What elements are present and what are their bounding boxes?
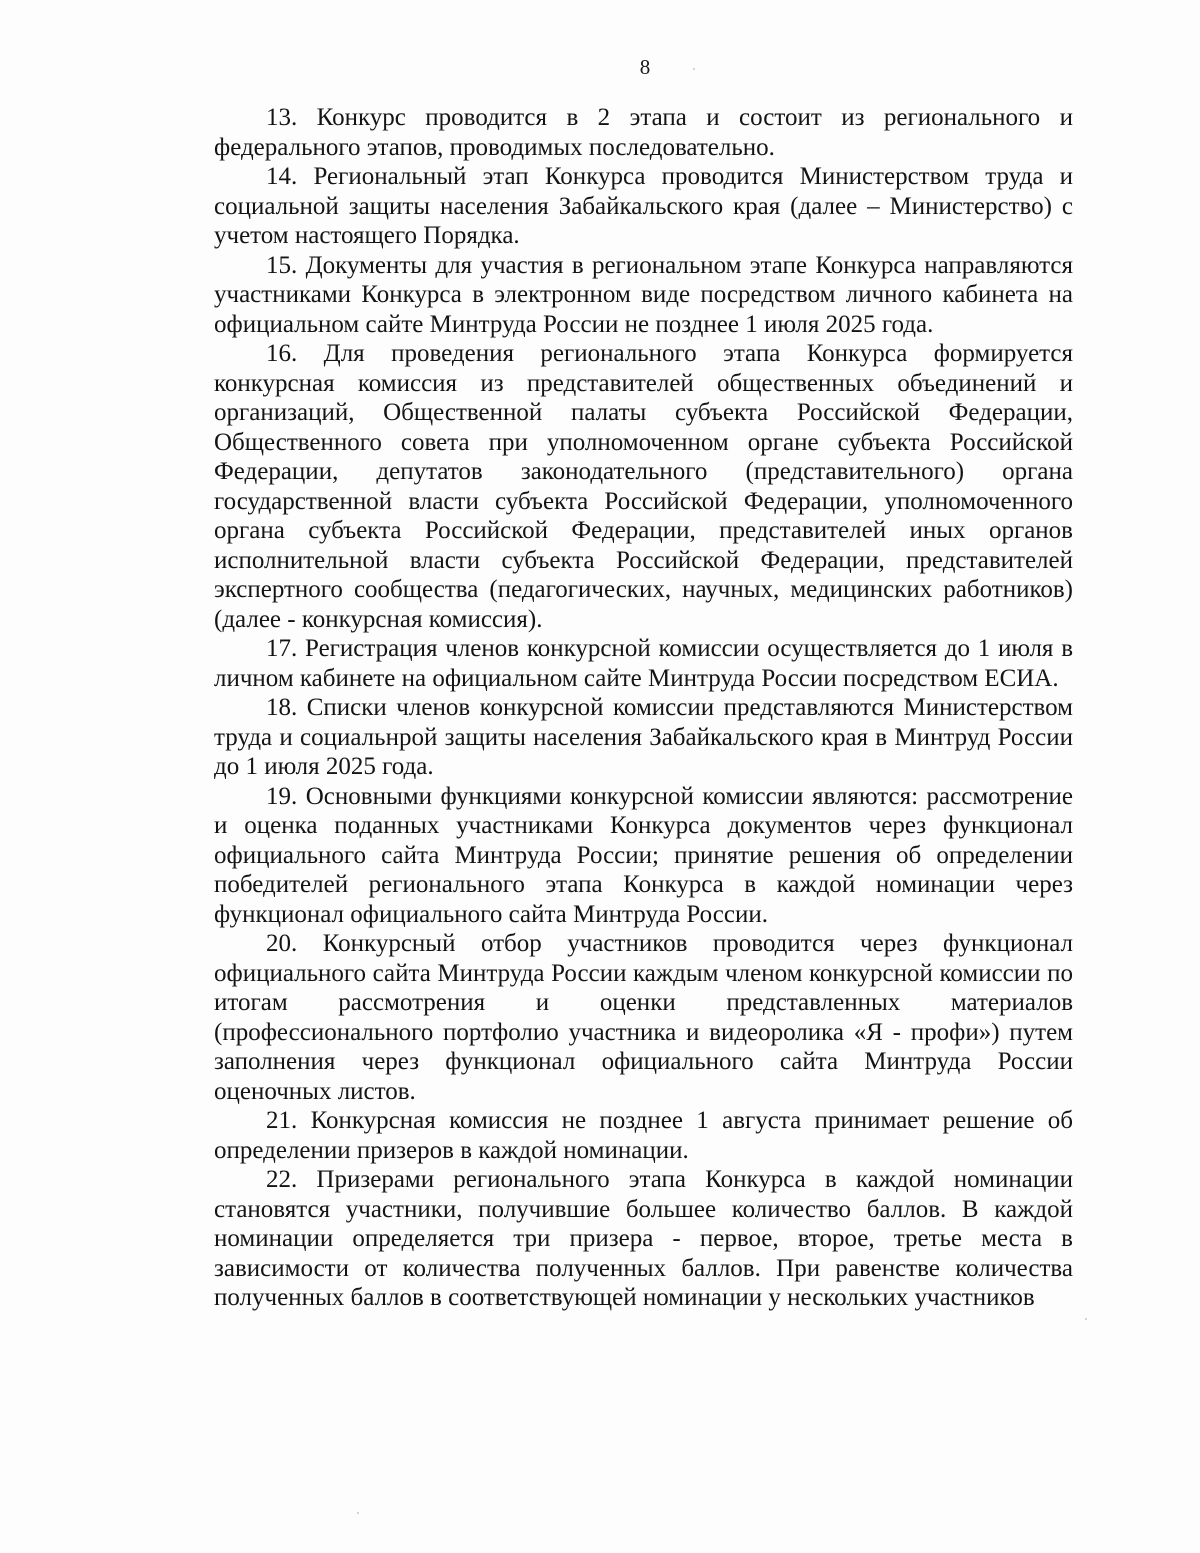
scan-speck	[693, 68, 695, 70]
paragraph-21: 21. Конкурсная комиссия не позднее 1 августа принимает решение об определении призеров в каждой номинации.	[214, 1107, 1073, 1164]
scan-speck	[357, 1512, 359, 1514]
paragraph-18: 18. Списки членов конкурсной комиссии представляются Министерством труда и социальнрой защиты населения Забайкальского края в Минтруд России до 1 июля 2025 года.	[214, 694, 1073, 780]
paragraph-15: 15. Документы для участия в региональном этапе Конкурса направляются участниками Конкурса в электронном виде посредством личного кабинета на официальном сайте Минтруда России не позднее 1 июля 2025 года.	[214, 251, 1073, 338]
document-body	[214, 103, 1073, 1313]
paragraph-13: 13. Конкурс проводится в 2 этапа и состоит из регионального и федерального этапов, проводимых последовательно.	[214, 104, 1073, 161]
paragraph-19: 19. Основными функциями конкурсной комиссии являются: рассмотрение и оценка поданных участниками Конкурса документов через функционал официального сайта Минтруда России; принятие решения об определении победителей регионального этапа Конкурса в каждой номинации через функционал официального сайта Минтруда России.	[214, 782, 1073, 928]
paragraph-14: 14. Региональный этап Конкурса проводится Министерством труда и социальной защиты населения Забайкальского края (далее – Министерство) с учетом настоящего Порядка.	[214, 163, 1073, 249]
paragraph-16: 16. Для проведения регионального этапа Конкурса формируется конкурсная комиссия из представителей общественных объединений и организаций, Общественной палаты субъекта Российской Федерации, Общественного совета при уполномоченном органе субъекта Российской Федерации, депутатов законодательного (представительного) органа государственной власти субъекта Российской Федерации, уполномоченного органа субъекта Российской Федерации, представителей иных органов исполнительной власти субъекта Российской Федерации, представителей экспертного сообщества (педагогических, научных, медицинских работников) (далее - конкурсная комиссия).	[214, 340, 1073, 633]
paragraph-17: 17. Регистрация членов конкурсной комиссии осуществляется до 1 июля в личном кабинете на официальном сайте Минтруда России посредством ЕСИА.	[214, 635, 1073, 692]
paragraph-22: 22. Призерами регионального этапа Конкурса в каждой номинации становятся участники, получившие большее количество баллов. В каждой номинации определяется три призера - первое, второе, третье места в зависимости от количества полученных баллов. При равенстве количества полученных баллов в соответствующей номинации у нескольких участников	[214, 1166, 1073, 1311]
page-number: 8	[639, 55, 651, 79]
scan-speck	[1085, 1318, 1087, 1320]
paragraph-20: 20. Конкурсный отбор участников проводится через функционал официального сайта Минтруда России каждым членом конкурсной комиссии по итогам рассмотрения и оценки представленных материалов (профессионального портфолио участника и видеоролика «Я - профи») путем заполнения через функционал официального сайта Минтруда России оценочных листов.	[214, 930, 1073, 1105]
